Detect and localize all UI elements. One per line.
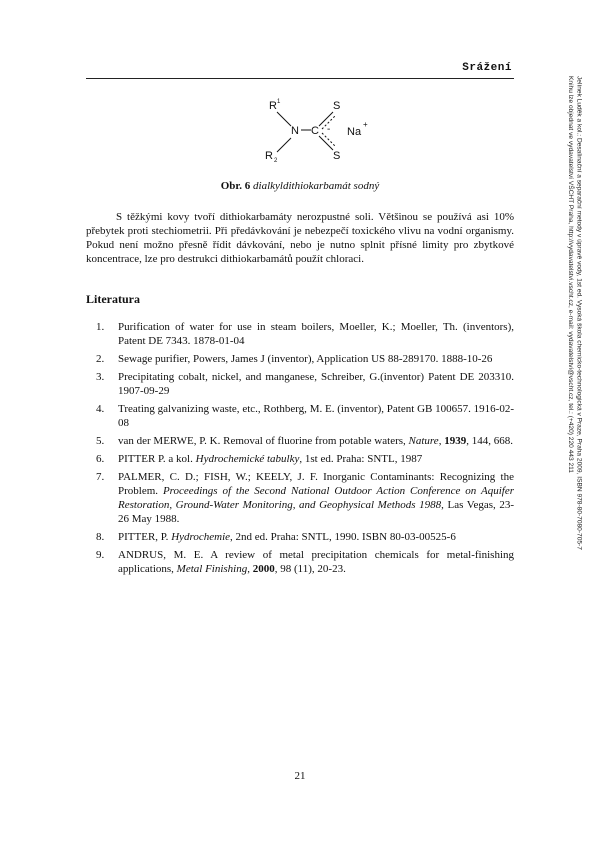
reference-text-part: van der MERWE, P. K. Removal of fluorine from potable waters, [118, 435, 409, 447]
reference-text-part: , 1st ed. Praha: SNTL, 1987 [299, 453, 423, 465]
r1-superscript: 1 [277, 99, 281, 105]
r2-label: R [265, 150, 273, 162]
reference-number: 1. [96, 321, 105, 333]
sulfur-bottom-label: S [333, 150, 341, 162]
reference-item [86, 434, 514, 448]
reference-number: 8. [96, 531, 105, 543]
reference-number: 9. [96, 549, 105, 561]
reference-text-part: 1939 [444, 435, 467, 447]
running-head: Srážení [462, 62, 512, 74]
reference-text-part: Proceedings of the Second National Outdoor Action Conference on Aquifer Restoration, Ground-Water Monitoring, and Geophysical Methods 1988 [118, 485, 514, 511]
side-note [566, 76, 582, 550]
reference-item [86, 530, 514, 544]
reference-number: 7. [96, 471, 105, 483]
bond-r1-n [277, 112, 291, 126]
reference-number: 2. [96, 353, 105, 365]
bond-c-s-top [319, 112, 333, 126]
reference-text-part: , 98 (11), 20-23. [274, 563, 346, 575]
reference-text-part: ANDRUS, M. E. A review of metal precipitation chemicals for metal-finishing applications, [118, 549, 514, 575]
reference-text-part: Nature [408, 435, 439, 447]
reference-item [86, 402, 514, 430]
reference-text-part: , Las Vegas, 23-26 May 1988. [118, 499, 514, 525]
reference-item [86, 452, 514, 466]
bond-n-r2 [277, 138, 291, 152]
side-note-line-2: Knihu lze objednat ve vydavatelství VŠCHT Praha, http://vydavatelstvi.vscht.cz, e-mail: vydavatelstvi@vscht.cz, tel.: (+420) 220 443 211 [567, 76, 575, 473]
nitrogen-label: N [291, 125, 299, 137]
caption-text: dialkyldithiokarbamát sodný [253, 180, 380, 192]
header-rule [86, 78, 514, 79]
reference-text-part: Treating galvanizing waste, etc., Rothberg, M. E. (inventor), Patent GB 100657. 1916-02-08 [118, 403, 514, 429]
reference-text-part: PITTER, P. [118, 531, 172, 543]
reference-item [86, 370, 514, 398]
negative-charge: - [327, 124, 331, 135]
reference-text-part: 2000 [252, 563, 275, 575]
r2-subscript: 2 [274, 158, 278, 164]
reference-text-part: , [247, 563, 253, 575]
chemical-structure-figure [255, 96, 375, 172]
reference-item [86, 470, 514, 526]
reference-text-part: PALMER, C. D.; FISH, W.; KEELY, J. F. Inorganic Contaminants: Recognizing the Problem. [118, 471, 514, 497]
reference-text-part: , 2nd ed. Praha: SNTL, 1990. ISBN 80-03-00525-6 [230, 531, 456, 543]
reference-text-part: PITTER P. a kol. [118, 453, 196, 465]
reference-number: 3. [96, 371, 105, 383]
reference-text-part: Purification of water for use in steam boilers, Moeller, K.; Moeller, Th. (inventors), Patent DE 7343. 1878-01-04 [118, 321, 514, 347]
side-note-line-1: Jelínek Luděk a kol.: Desalinační a separační metody v úpravě vody, 1st ed. Vysoká škola chemicko-technologická v Praze, Praha 2009, ISBN 978-80-7080-705-7 [575, 76, 583, 550]
figure-caption [86, 180, 514, 192]
section-title: Literatura [86, 292, 140, 306]
sulfur-top-label: S [333, 100, 341, 112]
reference-number: 5. [96, 435, 105, 447]
body-paragraph: S těžkými kovy tvoří dithiokarbamáty nerozpustné soli. Většinou se používá asi 10% přebytek proti stechiometrii. Při předávkování je nebezpečí toxického vlivu na vodní organismy. Pokud není možno přesně řídit dávkování, nebo je nutno splnit přísné limity pro zbytkové koncentrace, lze pro destrukci dithiokarbamátů použít chloraci. [86, 211, 514, 265]
reference-list [86, 320, 514, 580]
reference-item [86, 320, 514, 348]
page-number: 21 [294, 770, 306, 782]
sodium-charge: + [363, 120, 368, 129]
bond-c-s-bottom [319, 136, 333, 150]
sodium-label: Na [347, 126, 362, 138]
reference-item [86, 352, 514, 366]
reference-text-part: Hydrochemie [171, 531, 231, 543]
reference-text-part: Hydrochemické tabulky [195, 453, 300, 465]
reference-item [86, 548, 514, 576]
reference-text-part: , [438, 435, 445, 447]
reference-text-part: Precipitating cobalt, nickel, and manganese, Schreiber, G.(inventor) Patent DE 203310. 1907-09-29 [118, 371, 514, 397]
reference-number: 6. [96, 453, 105, 465]
reference-number: 4. [96, 403, 105, 415]
dithiocarbamate-structure [255, 96, 375, 172]
reference-text-part: , 144, 668. [466, 435, 513, 447]
reference-text-part: Metal Finishing [176, 563, 248, 575]
caption-label: Obr. 6 [220, 180, 251, 192]
carbon-label: C [311, 125, 319, 137]
r1-label: R [269, 100, 277, 112]
reference-text-part: Sewage purifier, Powers, James J (inventor), Application US 88-289170. 1888-10-26 [118, 353, 493, 365]
